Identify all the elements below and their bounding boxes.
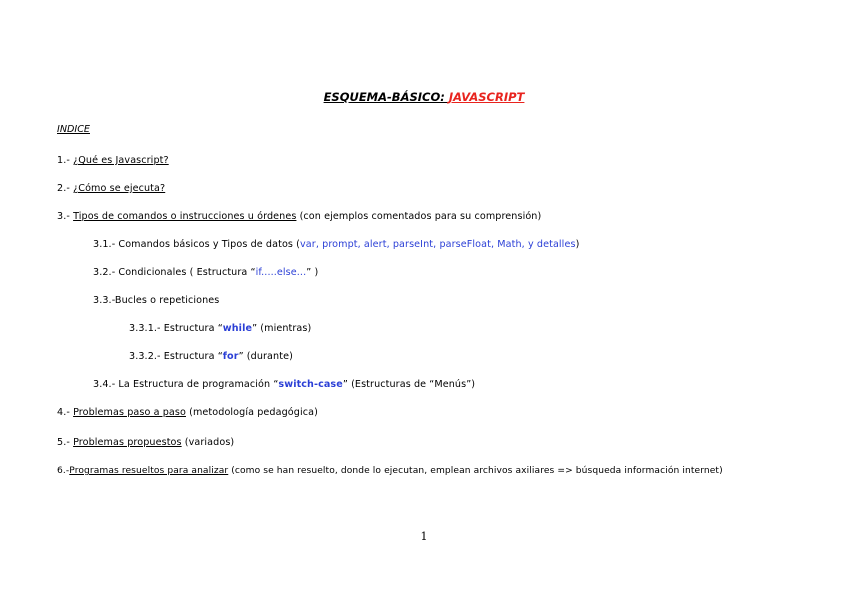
item-number: 4.-: [57, 407, 74, 418]
item-link[interactable]: ¿Cómo se ejecuta?: [73, 183, 166, 194]
item-code: while: [222, 323, 253, 334]
item-code: var, prompt, alert, parseInt, parseFloat, Math, y detalles: [300, 239, 576, 250]
index-item-3: [57, 211, 541, 222]
index-item-3-3-2: [129, 351, 293, 362]
item-end: ” (durante): [238, 351, 293, 362]
title-accent: JAVASCRIPT: [448, 90, 525, 104]
index-item-3-4: [93, 379, 475, 390]
item-number: 6.-: [57, 466, 70, 476]
item-end: ” (Estructuras de “Menús”): [342, 379, 476, 390]
index-item-3-3-1: [129, 323, 311, 334]
item-link[interactable]: Problemas propuestos: [73, 437, 182, 448]
item-number: 3.-: [57, 211, 74, 222]
item-code: switch-case: [278, 379, 343, 390]
item-number: 2.-: [57, 183, 74, 194]
item-note: (metodología pedagógica): [185, 407, 318, 418]
document-title: [0, 90, 848, 104]
item-number: 5.-: [57, 437, 74, 448]
item-text: 3.3.2.- Estructura “: [129, 351, 223, 362]
item-code: for: [222, 351, 239, 362]
item-link[interactable]: ¿Qué es Javascript?: [73, 155, 169, 166]
item-link[interactable]: Programas resueltos para analizar: [69, 466, 229, 476]
page-number: 1: [420, 530, 428, 543]
title-main: ESQUEMA-BÁSICO:: [323, 90, 449, 104]
item-text: 3.3.1.- Estructura “: [129, 323, 223, 334]
item-text: 3.4.- La Estructura de programación “: [93, 379, 279, 390]
index-item-3-2: [93, 267, 318, 278]
item-text: 3.2.- Condicionales ( Estructura “: [93, 267, 256, 278]
item-end: ): [575, 239, 580, 250]
item-text: 3.1.- Comandos básicos y Tipos de datos (: [93, 239, 301, 250]
index-item-4: [57, 407, 318, 418]
index-item-3-3: [93, 295, 219, 306]
index-item-3-1: [93, 239, 579, 250]
index-item-5: [57, 437, 234, 448]
item-note: (como se han resuelto, donde lo ejecutan, emplean archivos axiliares => búsqueda información internet): [228, 466, 723, 476]
item-end: ” ): [306, 267, 319, 278]
item-note: (con ejemplos comentados para su comprensión): [296, 211, 542, 222]
indice-heading: INDICE: [57, 124, 90, 135]
item-end: ” (mientras): [252, 323, 312, 334]
index-item-1: [57, 155, 169, 166]
item-link[interactable]: Problemas paso a paso: [73, 407, 186, 418]
item-text: 3.3.-Bucles o repeticiones: [93, 295, 220, 306]
item-note: (variados): [181, 437, 235, 448]
index-item-6: [57, 466, 723, 476]
item-number: 1.-: [57, 155, 74, 166]
item-link[interactable]: Tipos de comandos o instrucciones u órdenes: [73, 211, 297, 222]
index-item-2: [57, 183, 165, 194]
item-code: if.....else...: [255, 267, 307, 278]
